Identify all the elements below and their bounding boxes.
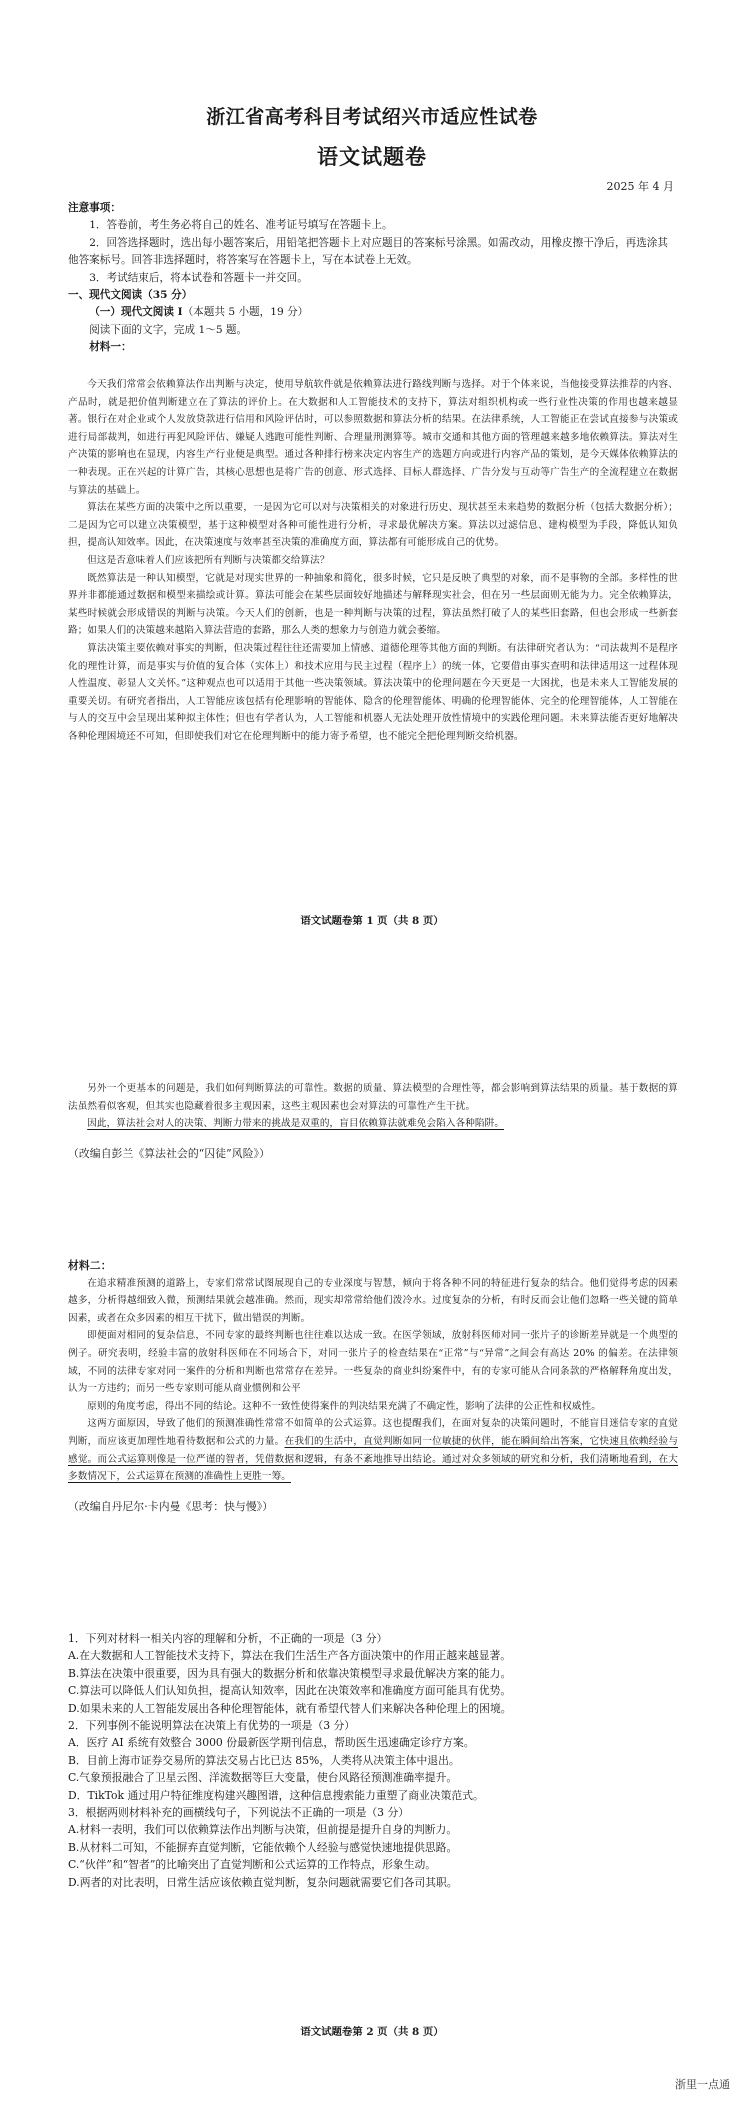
- underlined-sentence: 在我们的生活中，直觉判断如同一位敏捷的伙伴，能在瞬间给出答案，它快速且依赖经验与感觉。而公式运算则像是一位严谨的智者，凭借数据和逻辑，有条不紊地推导出结论。通过对众多领域的研究和分析，我们清晰地看到，在大多数情况下，公式运算在预测的准确性上更胜一筹。: [68, 1435, 679, 1483]
- underlined-conclusion: 因此，算法社会对人的决策、判断力带来的挑战是双重的，盲目依赖算法就难免会陷入各种陷阱。: [87, 1118, 505, 1130]
- paragraph: 算法在某些方面的决策中之所以重要，一是因为它可以对与决策相关的对象进行历史、现状甚至未来趋势的数据分析（包括大数据分析）；二是因为它可以建立决策模型，基于这种模型对各种可能性进行分析，寻求最优解决方案。算法以过滤信息、建构模型为手段，降低认知负担，提高认知效率。因此，在决策速度与效率甚至决策的准确度方面，算法都有可能形成自己的优势。: [68, 502, 678, 549]
- paragraph: 在追求精准预测的道路上，专家们常常试图展现自己的专业深度与智慧，倾向于将各种不同的特征进行复杂的结合。他们觉得考虑的因素越多，分析得越细致入微，预测结果就会越准确。然而，现实却常常给他们泼冷水。过度复杂的分析，有时反而会让他们忽略一些关键的简单因素，或者在众多因素的相互干扰下，做出错误的判断。: [68, 1277, 678, 1324]
- subsection-note: （本题共 5 小题，19 分）: [182, 306, 309, 319]
- question-stem: 1．下列对材料一相关内容的理解和分析，不正确的一项是（3 分）: [68, 1632, 388, 1645]
- paragraph: 另外一个更基本的问题是，我们如何判断算法的可靠性。数据的质量、算法模型的合理性等，都会影响到算法结果的质量。基于数据的算法虽然看似客观，但其实也隐藏着很多主观因素，这些主观因素也会对算法的可靠性产生干扰。: [68, 1083, 678, 1112]
- paragraph: 但这是否意味着人们应该把所有判断与决策都交给算法？: [87, 554, 330, 566]
- paragraph-text: 这两方面原因，导致了他们的预测准确性常常不如简单的公式运算。这也提醒我们，在面对复杂的决策问题时，不能盲目迷信专家的直觉判断，而应该更加理性地看待数据和公式的力量。: [68, 1418, 678, 1447]
- question-option[interactable]: C.气象预报融合了卫星云图、洋流数据等巨大变量，使台风路径预测准确率提升。: [68, 1771, 458, 1785]
- page-footer: 语文试题卷第 2 页（共 8 页）: [300, 2026, 444, 2038]
- question-option[interactable]: C.“伙伴”和“智者”的比喻突出了直觉判断和公式运算的工作特点，形象生动。: [68, 1858, 437, 1872]
- source-citation: （改编自彭兰《算法社会的“囚徒”风险》）: [68, 1146, 270, 1160]
- material-one-text: [68, 376, 678, 745]
- exam-page-2: [0, 985, 744, 2104]
- question-option[interactable]: C.算法可以降低人们认知负担，提高认知效率，因此在决策效率和准确度方面可能具有优势。: [68, 1684, 512, 1698]
- notice-item: 3．考试结束后，将本试卷和答题卡一并交回。: [89, 271, 308, 284]
- question-stem: 3．根据两则材料补充的画横线句子，下列说法不正确的一项是（3 分）: [68, 1806, 410, 1820]
- question-option[interactable]: A．医疗 AI 系统有效整合 3000 份最新医学期刊信息，帮助医生迅速确定诊疗方案。: [68, 1736, 475, 1750]
- question-option[interactable]: B.从材料二可知，不能摒弃直觉判断，它能依赖个人经验与感觉快速地提供思路。: [68, 1840, 458, 1854]
- notice-block: [68, 200, 678, 357]
- question-option[interactable]: B.算法在决策中很重要，因为具有强大的数据分析和依靠决策模型寻求最优解决方案的能力。: [68, 1666, 512, 1680]
- paragraph: 即便面对相同的复杂信息，不同专家的最终判断也往往难以达成一致。在医学领域，放射科医师对同一张片子的诊断差异就是一个典型的例子。研究表明，经验丰富的放射科医师在不同场合下，对同一张片子的检查结果在“正常”与“异常”之间会有高达 20% 的偏差。在法律领域，不同的法律专家对同一案件的分析和判断也常常存在差异。一些复杂的商业纠纷案件中，有的专家可能从合同条款的严格解释角度出发，认为一方违约；而另一些专家则可能从商业惯例和公平: [68, 1330, 678, 1395]
- question-option[interactable]: A.在大数据和人工智能技术支持下，算法在我们生活生产各方面决策中的作用正越来越显著。: [68, 1649, 512, 1663]
- paragraph: 既然算法是一种认知模型，它就是对现实世界的一种抽象和简化，很多时候，它只是反映了典型的对象，而不是事物的全部。多样性的世界并非都能通过数据和模型来描绘或计算。算法可能会在某些层面较好地描述与解释现实社会，但在另一些层面则无能为力。完全依赖算法，某些时候就会形成错误的判断与决策。今天人们的创新，也是一种判断与决策的过程，算法虽然打破了人的某些旧套路，但也会形成一些新套路；如果人们的决策越来越陷入算法营造的套路，那么人类的想象力与创造力就会萎缩。: [68, 572, 678, 637]
- material-one-continued: [68, 1080, 678, 1162]
- source-citation: （改编自丹尼尔·卡内曼《思考：快与慢》）: [68, 1499, 274, 1513]
- paragraph: 今天我们常常会依赖算法作出判断与决定，使用导航软件就是依赖算法进行路线判断与选择。对于个体来说，当他接受算法推荐的内容、产品时，就是把价值判断建立在了算法的评价上。在大数据和人工智能技术的支持下，算法对组织机构或一些行业性决策的作用也越来越显著。银行在对企业或个人发放贷款进行信用和风险评估时，可以参照数据和算法分析的结果。在法律系统，人工智能正在尝试直接参与决策或进行局部裁判，如进行再犯风险评估、嫌疑人逃跑可能性判断、合理量刑测算等。城市交通和其他方面的管理越来越多地依赖算法。算法对生产决策的影响也在显现，内容生产行业便是典型。通过各种排行榜来决定内容生产的选题方向或进行内容产品的策划，是今天媒体依赖算法的一种表现。正在兴起的计算广告，其核心思想也是将广告的创意、形式选择、目标人群选择、广告分发与互动等广告生产的全流程建立在数据与算法的基础上。: [68, 379, 678, 496]
- question-option[interactable]: D.两者的对比表明，日常生活应该依赖直觉判断，复杂问题就需要它们各司其职。: [68, 1875, 458, 1889]
- exam-title: 浙江省高考科目考试绍兴市适应性试卷: [206, 106, 538, 128]
- question-stem: 2．下列事例不能说明算法在决策上有优势的一项是（3 分）: [68, 1719, 356, 1733]
- paragraph: [68, 1415, 678, 1485]
- subsection-heading: [68, 304, 678, 321]
- material-one-label: 材料一：: [89, 341, 132, 354]
- subsection-title: （一）现代文阅读 I: [89, 306, 183, 319]
- notice-item: 1．答卷前，考生务必将自己的姓名、准考证号填写在答题卡上。: [89, 219, 393, 232]
- exam-subtitle: 语文试题卷: [317, 144, 427, 169]
- notice-item: 2．回答选择题时，选出每小题答案后，用铅笔把答题卡上对应题目的答案标号涂黑。如需改动，用橡皮擦干净后，再选涂其他答案标号。回答非选择题时，将答案写在答题卡上，写在本试卷上无效。: [68, 236, 668, 267]
- exam-date: 2025 年 4 月: [606, 180, 674, 193]
- question-option[interactable]: B．目前上海市证券交易所的算法交易占比已达 85%，人类将从决策主体中退出。: [68, 1753, 460, 1767]
- reading-instruction: 阅读下面的文字，完成 1～5 题。: [89, 323, 248, 336]
- material-two-label: 材料二：: [68, 1259, 112, 1272]
- watermark-text: 浙里一点通: [675, 2078, 730, 2091]
- page-footer: 语文试题卷第 1 页（共 8 页）: [300, 915, 444, 927]
- material-two-text: [68, 1257, 678, 1515]
- section-heading: 一、现代文阅读（35 分）: [68, 289, 193, 302]
- question-block: [68, 1630, 678, 1891]
- exam-page-1: [0, 0, 744, 985]
- question-option[interactable]: D．TikTok 通过用户特征维度构建兴趣图谱，这种信息搜索能力重塑了商业决策范式。: [68, 1788, 484, 1802]
- question-option[interactable]: D.如果未来的人工智能发展出各种伦理智能体，就有希望代替人们来解决各种伦理上的困境。: [68, 1701, 512, 1715]
- paragraph: 原则的角度考虑，得出不同的结论。这种不一致性使得案件的判决结果充满了不确定性，影响了法律的公正性和权威性。: [87, 1400, 601, 1412]
- question-option[interactable]: A.材料一表明，我们可以依赖算法作出判断与决策，但前提是提升自身的判断力。: [68, 1823, 458, 1837]
- notice-heading: 注意事项：: [68, 202, 121, 214]
- paragraph: 算法决策主要依赖对事实的判断，但决策过程往往还需要加上情感、道德伦理等其他方面的判断。有法律研究者认为：“司法裁判不是程序化的理性计算，而是事实与价值的复合体（实体上）和技术应用与民主过程（程序上）的统一体，它要借由事实查明和法律适用这一过程体现人性温度、彰显人文关怀。”这种观点也可以适用于其他一些决策领域。算法决策中的伦理问题在今天更是一大困扰，也是未来人工智能发展的重要关切。有研究者指出，人工智能应该包括有伦理影响的智能体、隐含的伦理智能体、明确的伦理智能体、完全的伦理智能体，人工智能在与人的交互中会呈现出某种拟主体性；但也有学者认为，人工智能和机器人无法处理开放性情境中的实践伦理问题。未来算法能否更好地解决各种伦理困境还不可知，但即使我们对它在伦理判断中的能力寄予希望，也不能完全把伦理判断交给机器。: [68, 642, 678, 742]
